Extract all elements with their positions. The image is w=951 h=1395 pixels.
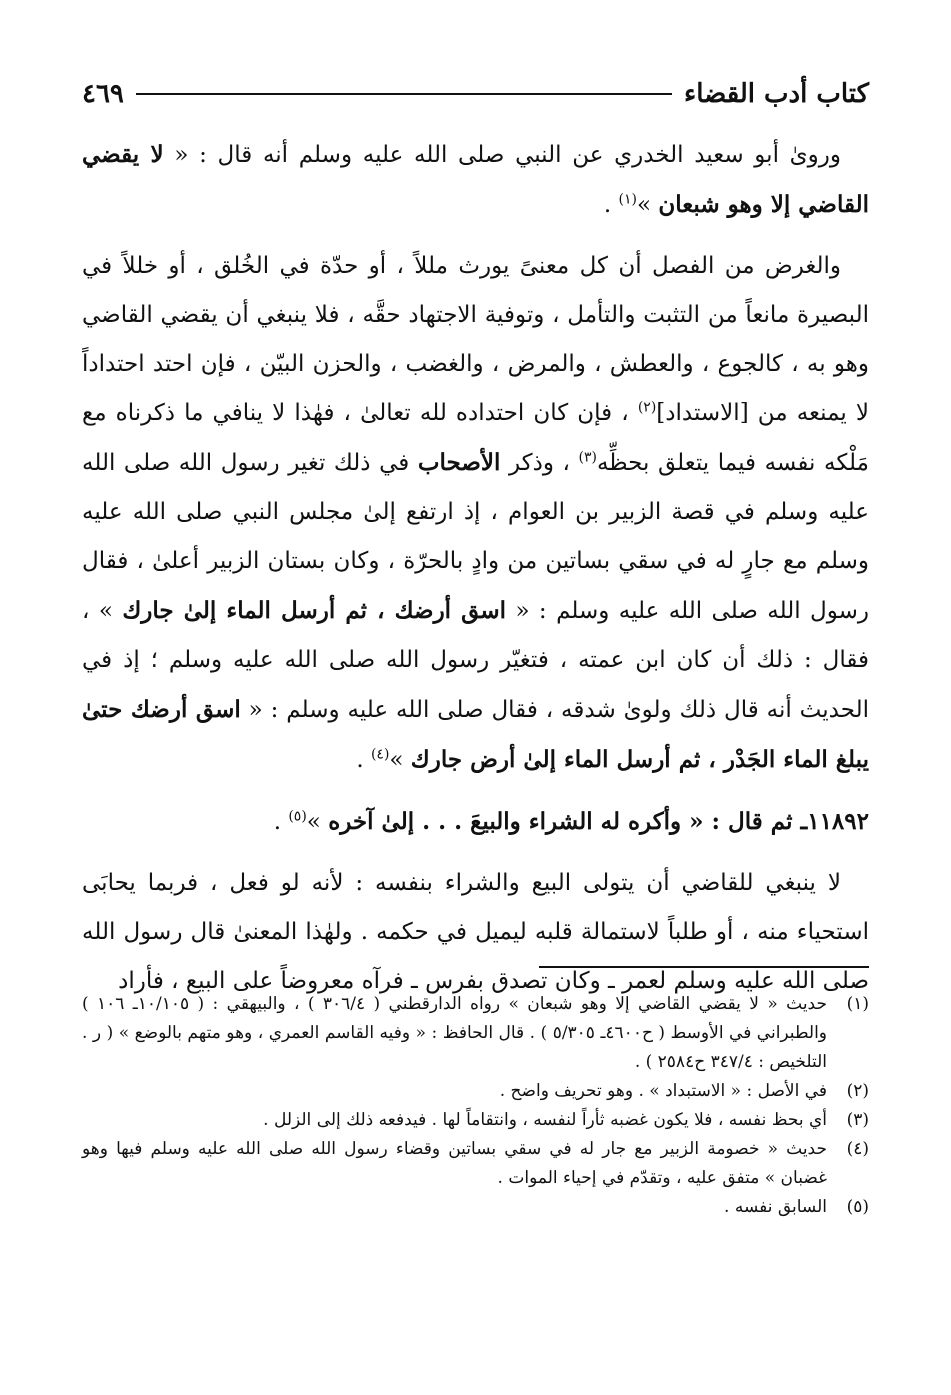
footnote (82, 1106, 869, 1135)
bold-term: الأصحاب (417, 449, 501, 476)
page-number: ٤٦٩ (82, 79, 124, 109)
footnote-text: السابق نفسه . (724, 1197, 827, 1217)
paragraph-3: لا ينبغي للقاضي أن يتولى البيع والشراء بنفسه : لأنه لو فعل ، فربما يحابَى استحياء منه ، أو طلباً لاستمالة قلبه ليميل في حكمه . ولهٰذا المعنىٰ قال رسول الله صلى الله عليه وسلم لعمر ـ وكان تصدق بفرس ـ فرآه معروضاً على البيع ، فأراد (82, 870, 869, 994)
footnote-text: حديث « لا يقضي القاضي إلا وهو شبعان » رواه الدارقطني ( ٣٠٦/٤ ) ، والبيهقي : ( ١٠/١٠٥ـ ١٠٦ ) والطبراني في الأوسط ( ح٤٦٠٠ـ ٥/٣٠٥ ) . قال الحافظ : « وفيه القاسم العمري ، وهو متهم بالوضع » ( ر . التلخيص : ٣٤٧/٤ ح٢٥٨٤ ) . (82, 994, 827, 1072)
footnote-ref-4: (٤) (370, 746, 390, 763)
quote: وأكره له الشراء والبيعَ . . . إلىٰ آخره (328, 808, 682, 835)
footnote-ref-2: (٢) (637, 399, 657, 416)
header-rule (136, 93, 672, 95)
footnote-number: (٥) (846, 1197, 869, 1217)
hadith-quote: اسق أرضك ، ثم أرسل الماء إلىٰ جارك (122, 597, 507, 624)
main-text (82, 130, 869, 1018)
footnote-text: حديث « خصومة الزبير مع جار له في سقي بساتين وقضاء رسول الله صلى الله عليه وسلم فيها وهو غضبان » متفق عليه ، وتقدّم في إحياء الموات . (82, 1139, 827, 1188)
footnote (82, 1077, 869, 1106)
item-number: ١١٨٩٢ (807, 808, 869, 835)
hadith-quote: اسق أرضك حتىٰ يبلغ الماء الجَدْر ، ثم أرسل الماء إلىٰ أرض جارك (82, 696, 869, 773)
footnote-ref-5: (٥) (288, 808, 307, 825)
footnote-separator (539, 966, 869, 968)
hadith-quote: لا يقضي القاضي إلا وهو شبعان (82, 141, 869, 218)
footnote-ref-3: (٣) (578, 449, 597, 466)
footnotes (82, 990, 869, 1222)
footnote (82, 1193, 869, 1222)
footnote-ref-1: (١) (618, 191, 638, 208)
running-header (82, 74, 869, 114)
footnote-number: (١) (846, 994, 869, 1014)
footnote-number: (٤) (846, 1139, 869, 1159)
paragraph-2: والغرض من الفصل أن كل معنىً يورث مللاً ، أو حدّة في الخُلق ، أو خللاً في البصيرة مانعاً من التثبت والتأمل ، وتوفية الاجتهاد حقَّه ، فلا ينبغي أن يقضي القاضي وهو به ، كالجوع ، والعطش ، والمرض ، والغضب ، والحزن البيّن ، فإن احتد احتداداً لا يمنعه من [الاستداد]$^{(٢)}$ ، فإن كان احتداده لله تعالىٰ ، فهٰذا لا ينافي ما ذكرناه مع مَلْكه نفسه فيما يتعلق بحظِّه$^{(٣)}$ ، وذكر الأصحاب في ذلك تغير رسول الله صلى الله عليه وسلم في قصة الزبير بن العوام ، إذ ارتفع إلىٰ مجلس النبي صلى الله عليه وسلم مع جارٍ له في سقي بساتين من وادٍ بالحرّة ، وكان بستان الزبير أعلىٰ ، فقال رسول الله صلى الله عليه وسلم : « اسق أرضك ، ثم أرسل الماء إلىٰ جارك » ، فقال : ذلك أن كان ابن عمته ، فتغيّر رسول الله صلى الله عليه وسلم ؛ إذ في الحديث أنه قال ذلك ولوىٰ شدقه ، فقال صلى الله عليه وسلم : « اسق أرضك حتىٰ يبلغ الماء الجَدْر ، ثم أرسل الماء إلىٰ أرض جارك »$^{(٤)}$ . (82, 253, 870, 773)
footnote (82, 990, 869, 1077)
footnote-text: في الأصل : « الاستبداد » . وهو تحريف واضح . (499, 1081, 827, 1101)
running-title: كتاب أدب القضاء (684, 79, 869, 109)
footnote-number: (٢) (846, 1081, 869, 1101)
numbered-item: ١١٨٩٢ـ ثم قال : « وأكره له الشراء والبيعَ . . . إلىٰ آخره »$^{(٥)}$ . (273, 808, 869, 835)
footnote (82, 1135, 869, 1193)
paragraph-1: وروىٰ أبو سعيد الخدري عن النبي صلى الله عليه وسلم أنه قال : « لا يقضي القاضي إلا وهو شبعان »$^{(١)}$ . (82, 141, 869, 218)
footnote-text: أي بحظ نفسه ، فلا يكون غضبه ثأراً لنفسه ، وانتقاماً لها . فيدفعه ذلك إلى الزلل . (263, 1110, 827, 1130)
footnote-number: (٣) (846, 1110, 869, 1130)
